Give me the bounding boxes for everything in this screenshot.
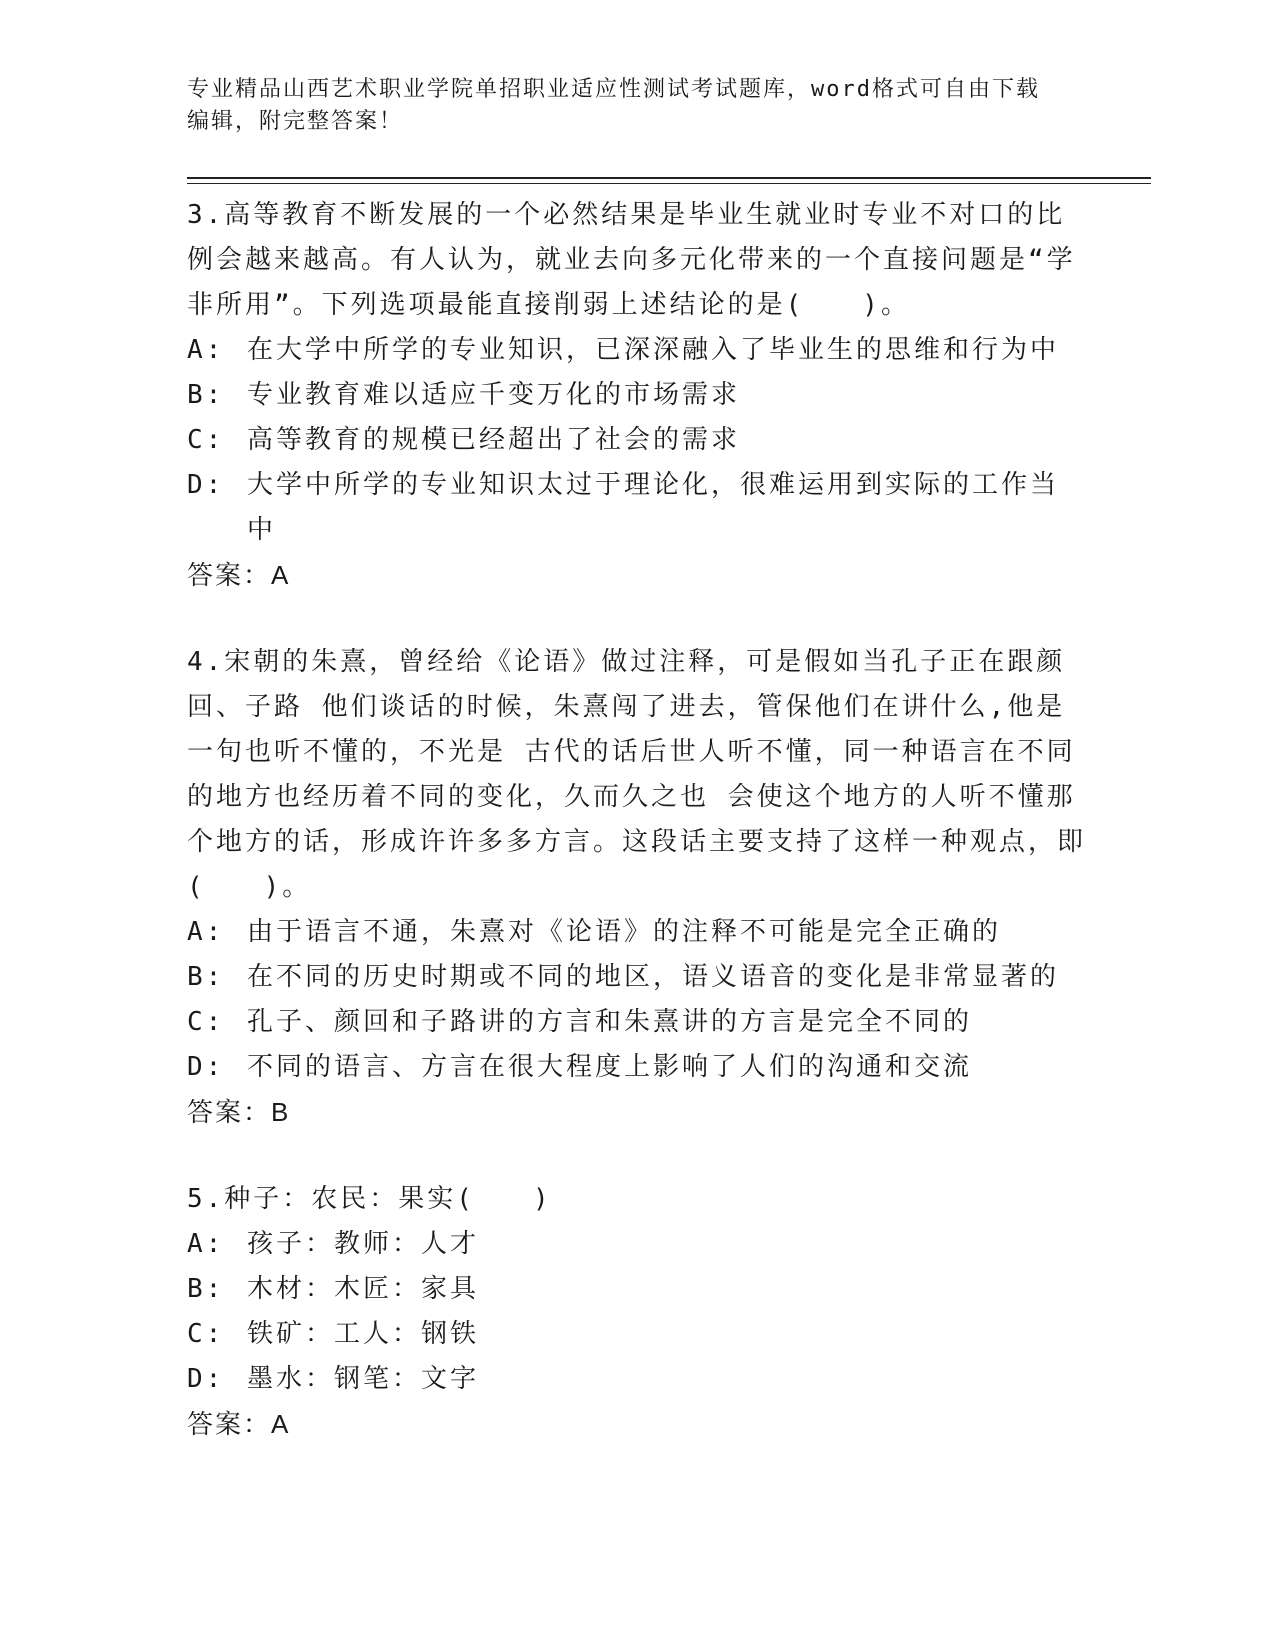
question-stem: 4.宋朝的朱熹，曾经给《论语》做过注释，可是假如当孔子正在跟颜回、子路 他们谈话的时候，朱熹闯了进去，管保他们在讲什么,他是一句也听不懂的，不光是 古代的话后世人听不懂，同一种语言在不同的地方也经历着不同的变化，久而久之也 会使这个地方的人听不懂那个地方的话，形成许许多多方言。这段话主要支持了这样一种观点，即( )。	[187, 647, 1087, 902]
option-a	[187, 328, 1087, 373]
option-text: 孔子、颜回和子路讲的方言和朱熹讲的方言是完全不同的	[247, 1007, 973, 1037]
option-d	[187, 1357, 1087, 1402]
option-b	[187, 1267, 1087, 1312]
option-label: C:	[187, 1319, 225, 1349]
option-label: A:	[187, 1229, 225, 1259]
answer-line: 答案：A	[187, 1409, 291, 1439]
option-label: D:	[187, 1052, 225, 1082]
question-4	[187, 640, 1087, 1135]
option-label: D:	[187, 470, 225, 500]
option-text: 由于语言不通，朱熹对《论语》的注释不可能是完全正确的	[247, 917, 1002, 947]
option-text: 大学中所学的专业知识太过于理论化，很难运用到实际的工作当中	[247, 470, 1060, 545]
option-text: 在不同的历史时期或不同的地区，语义语音的变化是非常显著的	[247, 962, 1060, 992]
option-a	[187, 910, 1087, 955]
page-header	[187, 74, 1087, 138]
header-divider-thin	[187, 183, 1151, 184]
option-d	[187, 1045, 1087, 1090]
option-a	[187, 1222, 1087, 1267]
option-label: B:	[187, 962, 225, 992]
answer-line: 答案：B	[187, 1097, 291, 1127]
question-stem: 3.高等教育不断发展的一个必然结果是毕业生就业时专业不对口的比例会越来越高。有人认为，就业去向多元化带来的一个直接问题是“学非所用”。下列选项最能直接削弱上述结论的是( )。	[187, 200, 1076, 320]
option-text: 木材：木匠：家具	[247, 1274, 480, 1304]
option-text: 孩子：教师：人才	[247, 1229, 480, 1259]
option-label: C:	[187, 425, 225, 455]
answer-line: 答案：A	[187, 560, 291, 590]
question-list	[187, 193, 1087, 1489]
option-label: A:	[187, 917, 225, 947]
option-label: D:	[187, 1364, 225, 1394]
option-b	[187, 955, 1087, 1000]
option-b	[187, 373, 1087, 418]
option-c	[187, 418, 1087, 463]
option-c	[187, 1000, 1087, 1045]
option-d	[187, 463, 1087, 553]
option-text: 铁矿：工人：钢铁	[247, 1319, 480, 1349]
header-divider-thick	[187, 177, 1151, 179]
option-label: B:	[187, 1274, 225, 1304]
option-label: B:	[187, 380, 225, 410]
option-label: A:	[187, 335, 225, 365]
option-text: 高等教育的规模已经超出了社会的需求	[247, 425, 741, 455]
option-label: C:	[187, 1007, 225, 1037]
question-5	[187, 1177, 1087, 1447]
option-text: 不同的语言、方言在很大程度上影响了人们的沟通和交流	[247, 1052, 973, 1082]
question-3	[187, 193, 1087, 598]
header-line-1: 专业精品山西艺术职业学院单招职业适应性测试考试题库，word格式可自由下载	[187, 77, 1040, 102]
header-line-2: 编辑，附完整答案！	[187, 109, 404, 134]
question-stem: 5.种子：农民：果实( )	[187, 1184, 552, 1214]
option-text: 墨水：钢笔：文字	[247, 1364, 480, 1394]
option-c	[187, 1312, 1087, 1357]
option-text: 专业教育难以适应千变万化的市场需求	[247, 380, 741, 410]
option-text: 在大学中所学的专业知识，已深深融入了毕业生的思维和行为中	[247, 335, 1060, 365]
